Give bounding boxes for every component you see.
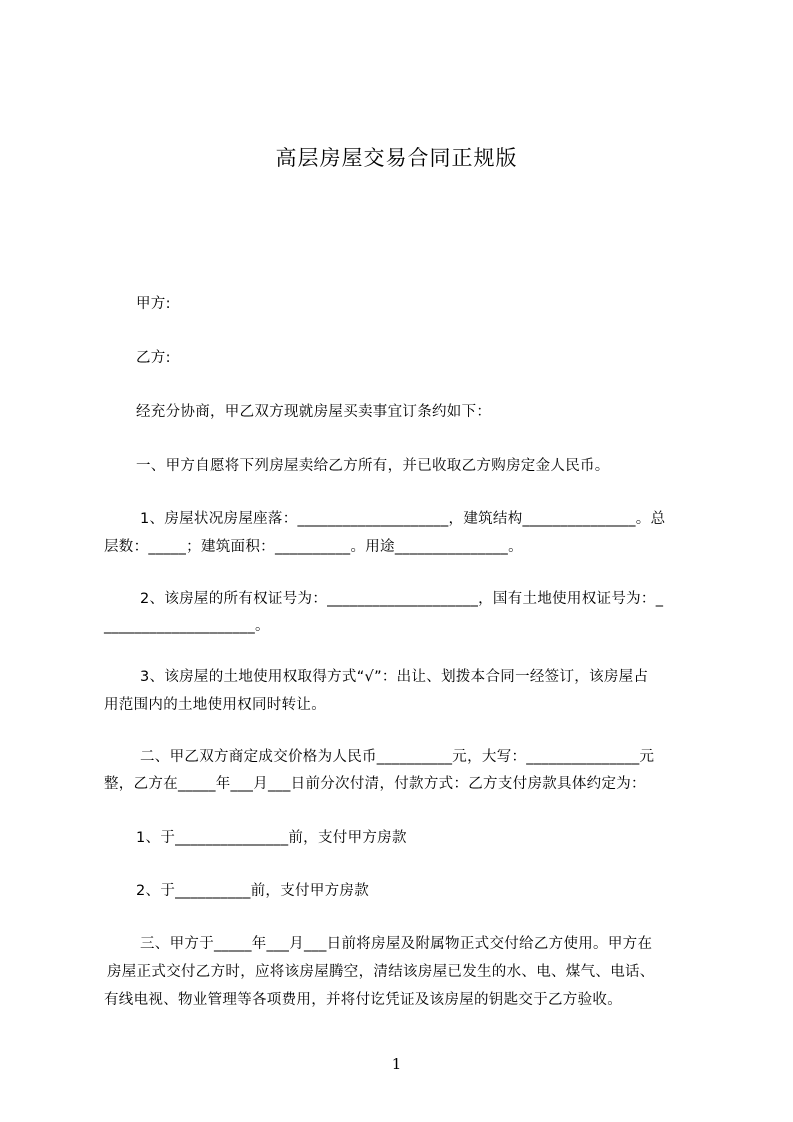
item-3-line-1: 3、该房屋的土地使用权取得方式“√”：出让、划拨本合同一经签订，该房屋占 bbox=[140, 669, 649, 685]
party-b-label: 乙方: bbox=[136, 350, 171, 366]
section-3-line-2: 房屋正式交付乙方时，应将该房屋腾空，清结该房屋已发生的水、电、煤气、电话、 bbox=[107, 964, 655, 980]
section-3-line-3: 有线电视、物业管理等各项费用，并将付讫凭证及该房屋的钥匙交于乙方验收。 bbox=[104, 992, 622, 1008]
item-1-line-2: 层数：_____；建筑面积：__________。用途_______________。 bbox=[104, 539, 523, 555]
item-1-line-1: 1、房屋状况房屋座落：____________________，建筑结构_______________。总 bbox=[140, 511, 666, 527]
item-2-line-1: 2、该房屋的所有权证号为：____________________，国有土地使用权证号为：_ bbox=[140, 591, 664, 607]
page-number: 1 bbox=[391, 1055, 402, 1073]
document-title: 高层房屋交易合同正规版 bbox=[275, 146, 518, 170]
section-2-line-2: 整，乙方在_____年___月___日前分次付清，付款方式：乙方支付房款具体约定为： bbox=[104, 776, 646, 792]
item-2-line-2: ____________________。 bbox=[104, 618, 270, 634]
section-2-line-1: 二、甲乙双方商定成交价格为人民币__________元，大写：_______________元 bbox=[140, 749, 655, 765]
intro-paragraph: 经充分协商，甲乙双方现就房屋买卖事宜订条约如下： bbox=[136, 404, 492, 420]
payment-item-1: 1、于_______________前，支付甲方房款 bbox=[136, 830, 407, 846]
party-a-label: 甲方: bbox=[136, 296, 171, 312]
section-1-heading: 一、甲方自愿将下列房屋卖给乙方所有，并已收取乙方购房定金人民币。 bbox=[136, 458, 610, 474]
payment-item-2: 2、于__________前，支付甲方房款 bbox=[136, 883, 370, 899]
item-3-line-2: 用范围内的土地使用权同时转让。 bbox=[104, 697, 326, 713]
section-3-line-1: 三、甲方于_____年___月___日前将房屋及附属物正式交付给乙方使用。甲方在 bbox=[140, 936, 653, 952]
